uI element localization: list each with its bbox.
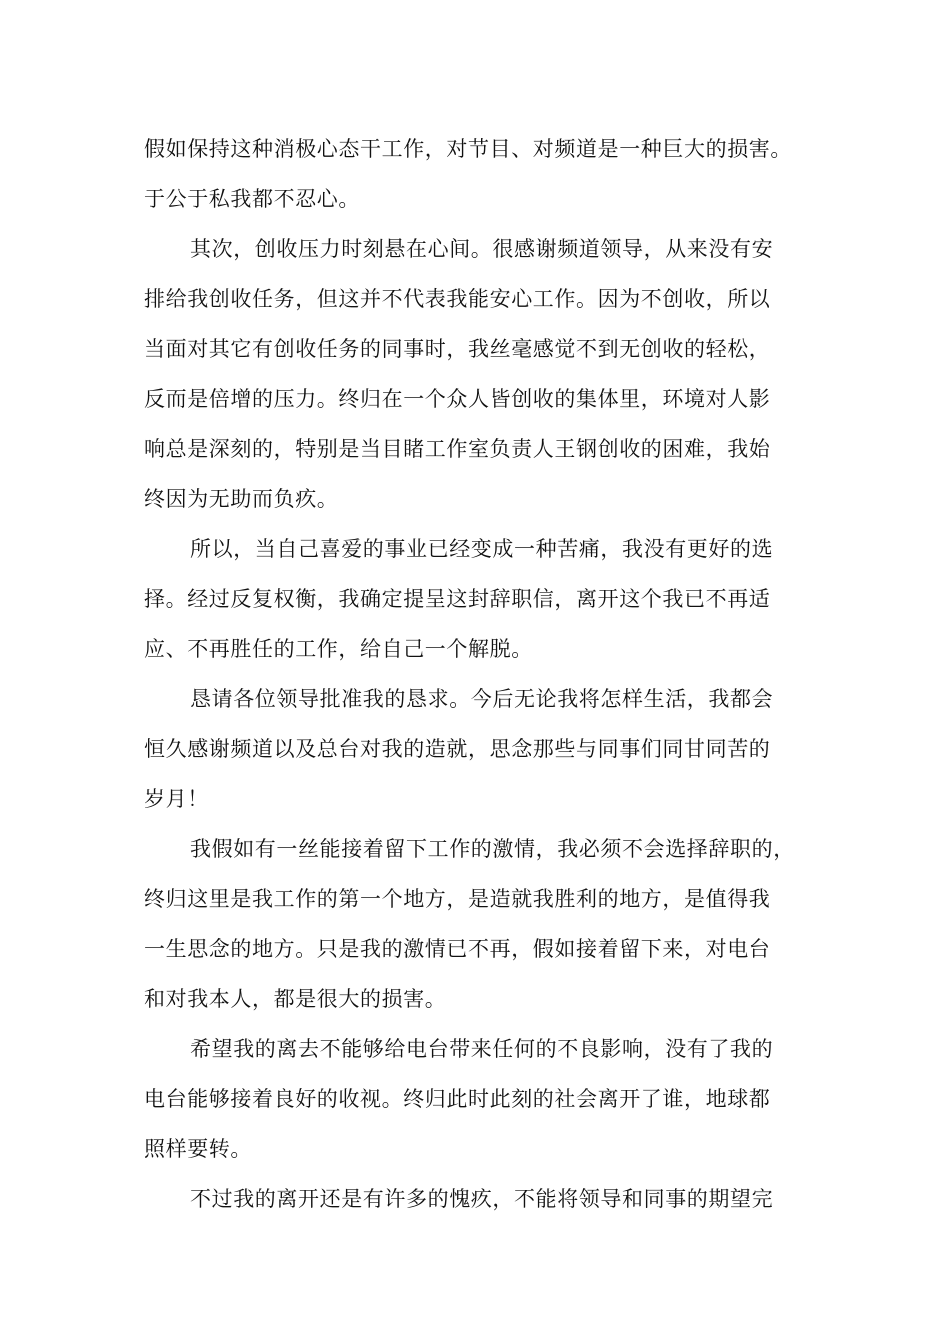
text-line: 恒久感谢频道以及总台对我的造就，思念那些与同事们同甘同苦的: [144, 737, 771, 761]
text-line: 希望我的离去不能够给电台带来任何的不良影响，没有了我的: [190, 1037, 774, 1061]
text-line: 不过我的离开还是有许多的愧疚，不能将领导和同事的期望完: [190, 1187, 774, 1211]
text-line: 其次，创收压力时刻悬在心间。很感谢频道领导，从来没有安: [190, 237, 774, 261]
text-line: 终因为无助而负疚。: [144, 487, 339, 511]
text-line: 照样要转。: [144, 1137, 252, 1161]
text-line: 当面对其它有创收任务的同事时，我丝毫感觉不到无创收的轻松，: [144, 337, 771, 361]
text-line: 我假如有一丝能接着留下工作的激情，我必须不会选择辞职的，: [190, 837, 795, 861]
text-line: 响总是深刻的，特别是当目睹工作室负责人王钢创收的困难，我始: [144, 437, 771, 461]
text-line: 择。经过反复权衡，我确定提呈这封辞职信，离开这个我已不再适: [144, 587, 771, 611]
text-line: 于公于私我都不忍心。: [144, 187, 360, 211]
text-line: 恳请各位领导批准我的恳求。今后无论我将怎样生活，我都会: [190, 687, 774, 711]
text-line: 应、不再胜任的工作，给自己一个解脱。: [144, 637, 533, 661]
text-line: 一生思念的地方。只是我的激情已不再，假如接着留下来，对电台: [144, 937, 771, 961]
text-line: 所以，当自己喜爱的事业已经变成一种苦痛，我没有更好的选: [190, 537, 774, 561]
text-line: 和对我本人，都是很大的损害。: [144, 987, 447, 1011]
text-line: 电台能够接着良好的收视。终归此时此刻的社会离开了谁，地球都: [144, 1087, 771, 1111]
letter-body: [144, 124, 814, 1224]
text-line: 反而是倍增的压力。终归在一个众人皆创收的集体里，环境对人影: [144, 387, 771, 411]
text-line: 假如保持这种消极心态干工作，对节目、对频道是一种巨大的损害。: [144, 137, 792, 161]
text-line: 岁月！: [144, 787, 209, 811]
text-line: 终归这里是我工作的第一个地方，是造就我胜利的地方，是值得我: [144, 887, 771, 911]
text-line: 排给我创收任务，但这并不代表我能安心工作。因为不创收，所以: [144, 287, 771, 311]
